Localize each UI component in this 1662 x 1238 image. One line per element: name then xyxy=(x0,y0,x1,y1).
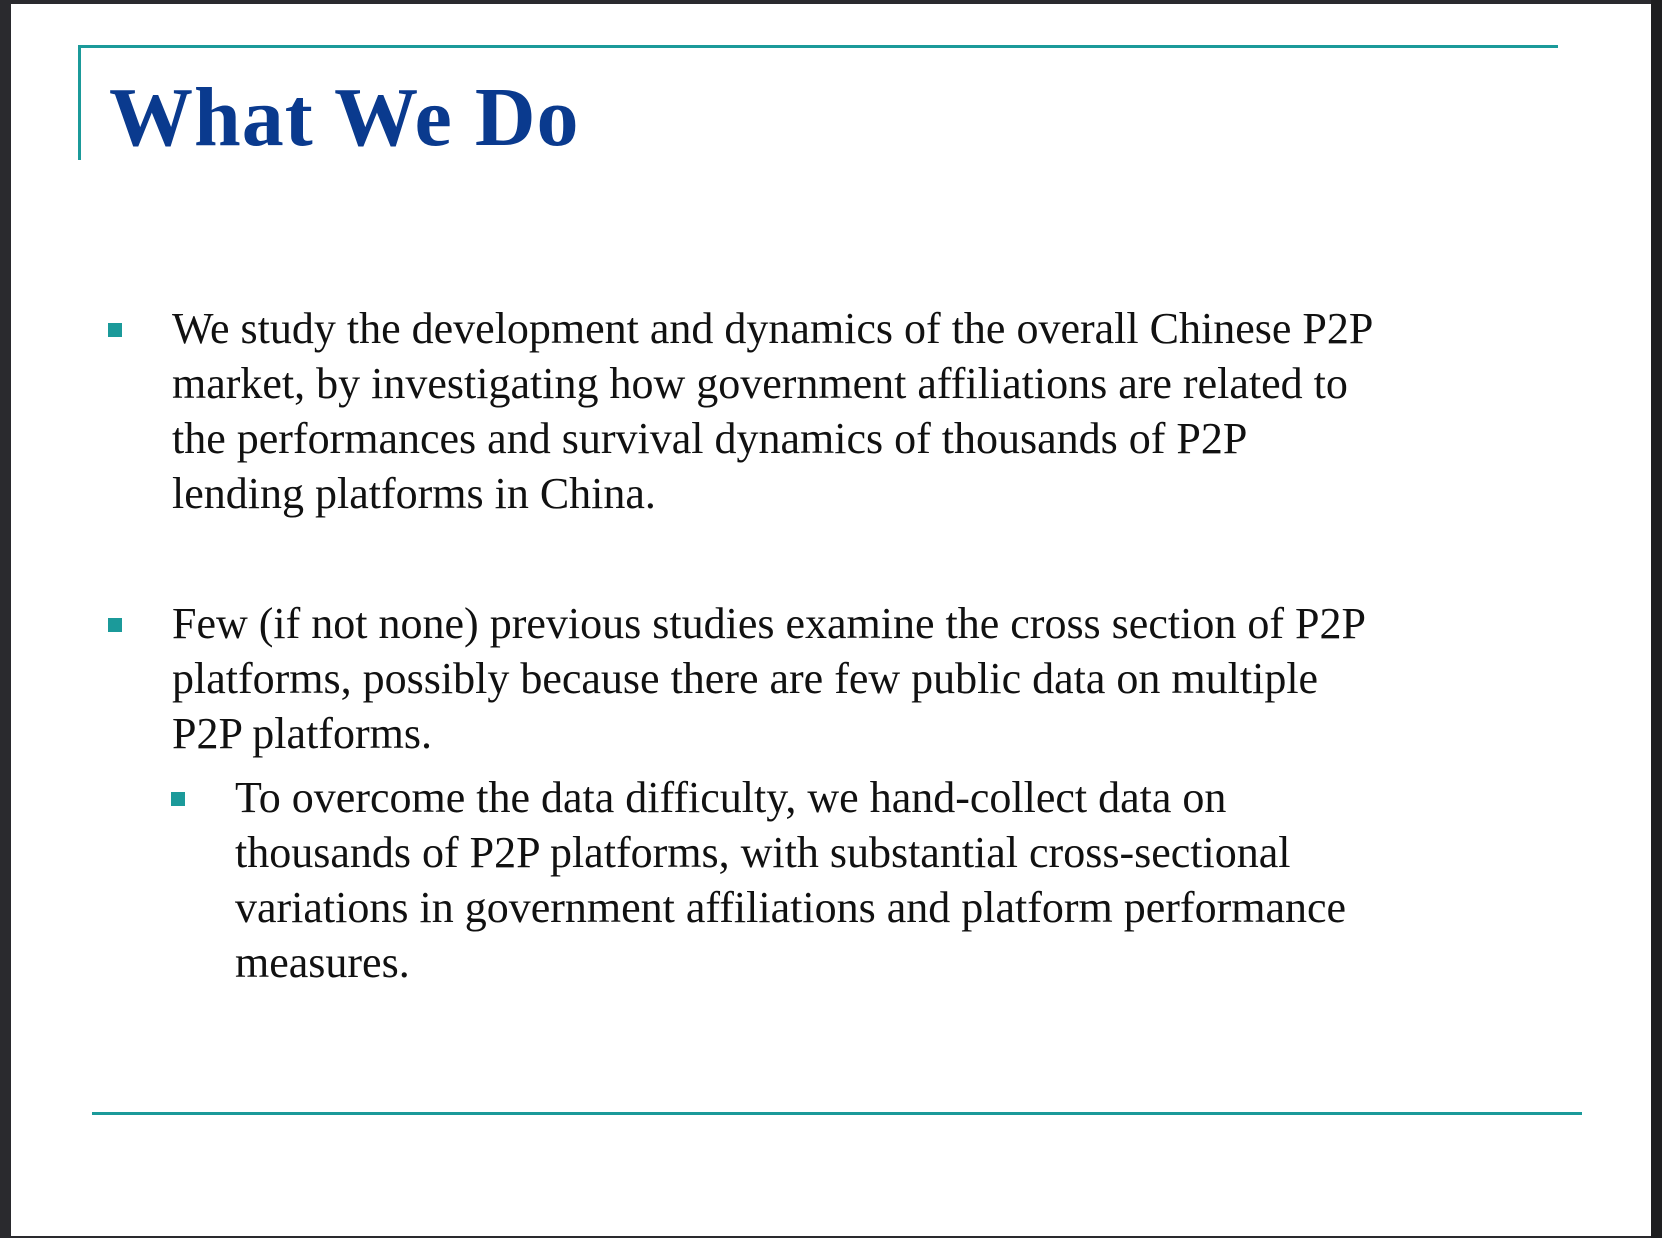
sub-bullet-text: To overcome the data difficulty, we hand-collect data on thousands of P2P platforms, with substantial cross-sectional variations in government affiliations and platform performance measures. xyxy=(235,773,1347,987)
slide xyxy=(11,4,1651,1236)
square-bullet-icon xyxy=(108,323,122,337)
bullet-item xyxy=(108,596,1588,761)
sub-bullet-item xyxy=(171,770,1591,990)
bullet-text: Few (if not none) previous studies examine the cross section of P2P platforms, possibly because there are few public data on multiple P2P platforms. xyxy=(172,599,1366,758)
title-top-rule xyxy=(78,45,1558,48)
slide-title: What We Do xyxy=(109,71,580,164)
square-bullet-icon xyxy=(108,618,122,632)
window-edge-strip xyxy=(1651,0,1662,1238)
title-left-rule xyxy=(78,45,81,160)
footer-rule xyxy=(92,1112,1582,1115)
square-bullet-icon xyxy=(171,792,185,806)
bullet-item xyxy=(108,301,1588,521)
bullet-text: We study the development and dynamics of the overall Chinese P2P market, by investigating how government affiliations are related to the performances and survival dynamics of thousands of P2P lending platforms in China. xyxy=(172,304,1374,518)
